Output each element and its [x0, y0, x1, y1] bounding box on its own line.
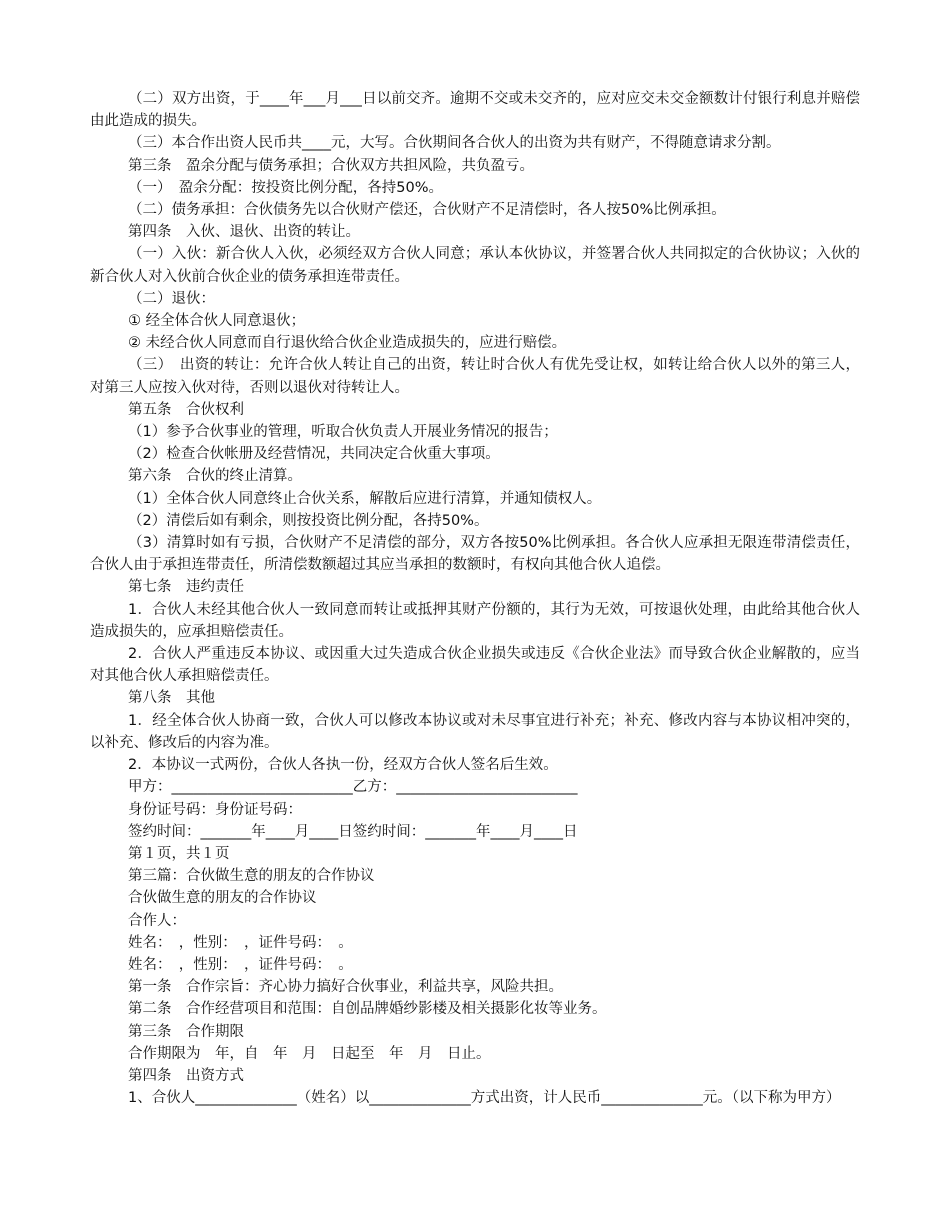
paragraph: （一） 盈余分配：按投资比例分配，各持50%。	[128, 179, 443, 196]
section-heading: 第四条 出资方式	[128, 1067, 244, 1084]
paragraph: （二）退伙：	[128, 290, 215, 307]
section-heading: 第六条 合伙的终止清算。	[128, 468, 302, 485]
list-item: ② 未经合伙人同意而自行退伙给合伙企业造成损失的，应进行赔偿。	[128, 335, 567, 352]
section-heading: 第二条 合作经营项目和范围：自创品牌婚纱影楼及相关摄影化妆等业务。	[128, 1001, 607, 1018]
signing-date-line: 签约时间：_______年____月____日签约时间：_______年____月____日	[128, 823, 578, 840]
chapter-title: 第三篇：合伙做生意的朋友的合作协议	[128, 868, 375, 885]
section-heading: 第五条 合伙权利	[128, 401, 244, 418]
list-item: 2．本协议一式两份，合伙人各执一份，经双方合伙人签名后生效。	[128, 757, 558, 774]
list-item: ① 经全体合伙人同意退伙；	[128, 313, 306, 330]
paragraph: （二）债务承担：合伙债务先以合伙财产偿还，合伙财产不足清偿时，各人按50%比例承担。	[128, 202, 726, 219]
list-item: 2．合伙人严重违反本协议、或因重大过失造成合伙企业损失或违反《合伙企业法》而导致合伙企业解散的，应当对其他合伙人承担赔偿责任。	[90, 646, 860, 685]
partner-info-line: 姓名： ，性别： ，证件号码： 。	[128, 956, 353, 973]
signature-line: 甲方：_________________________乙方：_________________________	[128, 779, 578, 796]
section-heading: 第四条 入伙、退伙、出资的转让。	[128, 224, 360, 241]
partner-info-line: 姓名： ，性别： ，证件号码： 。	[128, 934, 353, 951]
paragraph: （一）入伙：新合伙人入伙，必须经双方合伙人同意；承认本伙协议，并签署合伙人共同拟定的合伙协议；入伙的新合伙人对入伙前合伙企业的债务承担连带责任。	[90, 246, 860, 285]
paragraph: （三）本合作出资人民币共____元，大写。合伙期间各合伙人的出资为共有财产，不得随意请求分割。	[128, 135, 781, 152]
paragraph: 1、合伙人______________（姓名）以______________方式出资，计人民币______________元。（以下称为甲方）	[128, 1090, 841, 1107]
list-item: 1．合伙人未经其他合伙人一致同意而转让或抵押其财产份额的，其行为无效，可按退伙处理，由此给其他合伙人造成损失的，应承担赔偿责任。	[90, 601, 860, 640]
list-item: （1）参予合伙事业的管理，听取合伙负责人开展业务情况的报告；	[128, 424, 558, 441]
list-item: 1．经全体合伙人协商一致，合伙人可以修改本协议或对未尽事宜进行补充；补充、修改内容与本协议相冲突的，以补充、修改后的内容为准。	[90, 712, 860, 751]
section-heading: 第三条 盈余分配与债务承担；合伙双方共担风险，共负盈亏。	[128, 157, 534, 174]
section-heading: 第七条 违约责任	[128, 579, 244, 596]
paragraph: 合作期限为 年，自 年 月 日起至 年 月 日止。	[128, 1045, 491, 1062]
document-body	[90, 88, 860, 1109]
section-heading: 第一条 合作宗旨：齐心协力搞好合伙事业，利益共享，风险共担。	[128, 979, 563, 996]
paragraph: （二）双方出资，于____年___月___日以前交齐。逾期不交或未交齐的，应对应交未交金额数计付银行利息并赔偿由此造成的损失。	[90, 91, 860, 130]
section-heading: 第三条 合作期限	[128, 1023, 244, 1040]
page-number: 第１页，共１页	[128, 845, 230, 862]
list-item: （2）检查合伙帐册及经营情况，共同决定合伙重大事项。	[128, 446, 500, 463]
list-item: （3）清算时如有亏损，合伙财产不足清偿的部分，双方各按50%比例承担。各合伙人应承担无限连带清偿责任，合伙人由于承担连带责任，所清偿数额超过其应当承担的数额时，有权向其他合伙人追偿。	[90, 535, 860, 574]
paragraph: 合作人：	[128, 912, 186, 929]
document-title: 合伙做生意的朋友的合作协议	[128, 890, 317, 907]
list-item: （1）全体合伙人同意终止合伙关系，解散后应进行清算，并通知债权人。	[128, 490, 602, 507]
id-number-line: 身份证号码：身份证号码：	[128, 801, 302, 818]
list-item: （2）清偿后如有剩余，则按投资比例分配，各持50%。	[128, 512, 489, 529]
section-heading: 第八条 其他	[128, 690, 215, 707]
paragraph: （三） 出资的转让：允许合伙人转让自己的出资，转让时合伙人有优先受让权，如转让给合伙人以外的第三人，对第三人应按入伙对待，否则以退伙对待转让人。	[90, 357, 860, 396]
